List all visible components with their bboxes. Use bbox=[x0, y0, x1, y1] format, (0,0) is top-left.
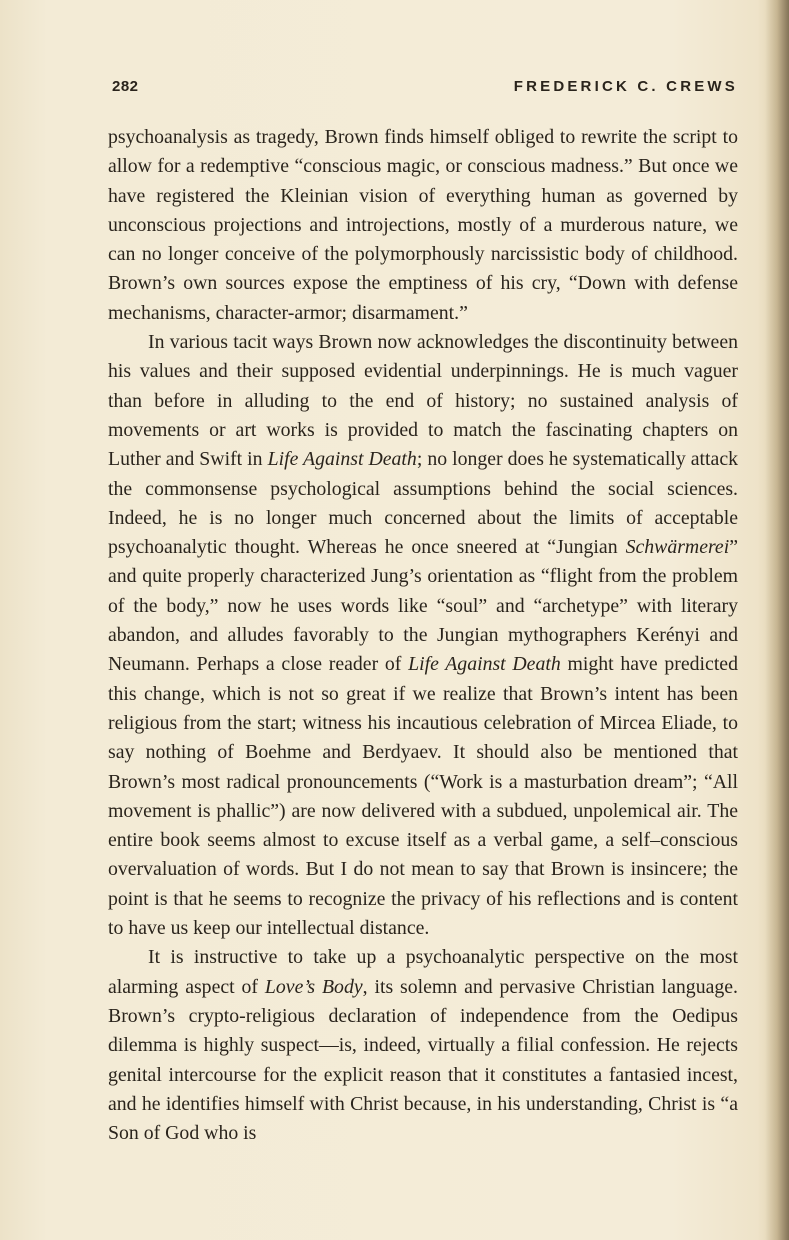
page-edge-shadow bbox=[765, 0, 789, 1240]
text-run: It is instructive to take up a psychoanalytic perspective on the most alarming aspect of bbox=[108, 946, 738, 998]
running-head: FREDERICK C. CREWS bbox=[513, 78, 738, 95]
book-title: Love’s Body bbox=[264, 975, 363, 998]
paragraph bbox=[108, 943, 738, 1148]
book-title: Life Against Death bbox=[408, 653, 561, 676]
text-run: psychoanalysis as tragedy, Brown finds himself obliged to rewrite the script to allow for a redemptive “conscious magic, or conscious madness.” But once we have registered the Kleinian vision of everything human as governed by unconscious projections and introjections, mostly of a murderous nature, we can no longer conceive of the polymorphously narcissistic body of childhood. Brown’s own sources expose the emptiness of his cry, “Down with defense mechanisms, character-armor; disarmament.” bbox=[108, 126, 738, 324]
page-header bbox=[112, 78, 738, 104]
text-run: ; no longer does he systematically attack the commonsense psychological assumptions behind the social sciences. Indeed, he is no longer much concerned about the limits of acceptable psychoanalytic thought. Whereas he once sneered at “Jungian bbox=[108, 448, 738, 559]
page-number: 282 bbox=[112, 78, 139, 95]
paragraph bbox=[108, 328, 738, 943]
paragraph bbox=[108, 123, 738, 328]
foreign-term: Schwärmerei bbox=[625, 536, 730, 559]
text-run: In various tacit ways Brown now acknowledges the discontinuity between his values and their supposed evidential underpinnings. He is much vaguer than before in alluding to the end of history; no sustained analysis of movements or art works is provided to match the fascinating chapters on Luther and Swift in bbox=[108, 331, 738, 471]
body-text bbox=[108, 123, 738, 1148]
text-run: , its solemn and pervasive Christian language. Brown’s crypto-religious declaration of independence from the Oedipus dilemma is highly suspect—is, indeed, virtually a filial confession. He rejects genital intercourse for the explicit reason that it constitutes a fantasied incest, and he identifies himself with Christ because, in his understanding, Christ is “a Son of God who is bbox=[108, 975, 738, 1145]
text-run: might have predicted this change, which is not so great if we realize that Brown’s intent has been religious from the start; witness his incautious celebration of Mircea Eliade, to say nothing of Boehme and Berdyaev. It should also be mentioned that Brown’s most radical pronouncements (“Work is a masturbation dream”; “All movement is phallic”) are now delivered with a subdued, unpolemical air. The entire book seems almost to excuse itself as a verbal game, a self–conscious overvaluation of words. But I do not mean to say that Brown is insincere; the point is that he seems to recognize the privacy of his reflections and is content to have us keep our intellectual distance. bbox=[108, 653, 738, 940]
book-title: Life Against Death bbox=[267, 448, 417, 471]
text-run: ” and quite properly characterized Jung’s orientation as “flight from the problem of the body,” now he uses words like “soul” and “archetype” with literary abandon, and alludes favorably to the Jungian mythographers Kerényi and Neumann. Perhaps a close reader of bbox=[108, 536, 738, 676]
